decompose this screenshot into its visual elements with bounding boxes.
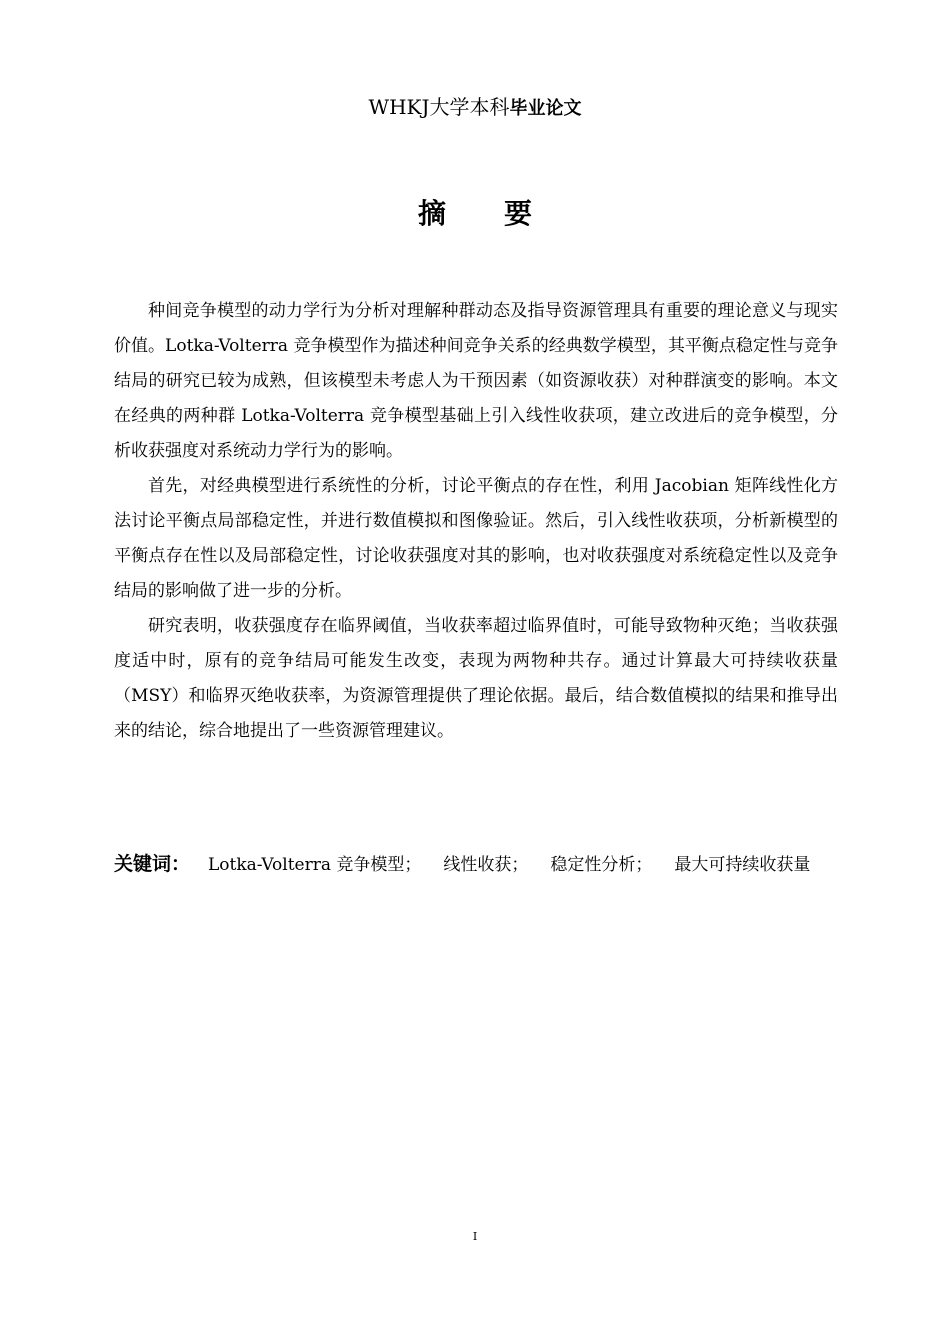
abstract-paragraph: 种间竞争模型的动力学行为分析对理解种群动态及指导资源管理具有重要的理论意义与现实价值。Lotka-Volterra 竞争模型作为描述种间竞争关系的经典数学模型，其平衡点稳定性与竞争结局的研究已较为成熟，但该模型未考虑人为干预因素（如资源收获）对种群演变的影响。本文在经典的两种群 Lotka-Volterra 竞争模型基础上引入线性收获项，建立改进后的竞争模型，分析收获强度对系统动力学行为的影响。 [114, 301, 838, 461]
abstract-title: 摘要 [417, 197, 590, 230]
thesis-label: 毕业论文 [509, 98, 582, 119]
keyword-item: Lotka-Volterra 竞争模型； [208, 855, 422, 875]
university-name: WHKJ大学本科 [368, 95, 510, 119]
abstract-body [114, 294, 838, 749]
keyword-item: 最大可持续收获量 [674, 855, 811, 875]
keyword-item: 线性收获； [443, 855, 529, 875]
keyword-item: 稳定性分析； [550, 855, 653, 875]
abstract-paragraph: 研究表明，收获强度存在临界阈值，当收获率超过临界值时，可能导致物种灭绝；当收获强度适中时，原有的竞争结局可能发生改变，表现为两物种共存。通过计算最大可持续收获量（MSY）和临界灭绝收获率，为资源管理提供了理论依据。最后，结合数值模拟的结果和推导出来的结论，综合地提出了一些资源管理建议。 [114, 616, 838, 741]
keywords-label: 关键词： [114, 853, 191, 875]
abstract-paragraph: 首先，对经典模型进行系统性的分析，讨论平衡点的存在性，利用 Jacobian 矩阵线性化方法讨论平衡点局部稳定性，并进行数值模拟和图像验证。然后，引入线性收获项，分析新模型的平衡点存在性以及局部稳定性，讨论收获强度对其的影响，也对收获强度对系统稳定性以及竞争结局的影响做了进一步的分析。 [114, 476, 838, 601]
page-header [0, 93, 950, 123]
page-number: I [472, 1230, 478, 1243]
keywords-line [114, 847, 838, 883]
